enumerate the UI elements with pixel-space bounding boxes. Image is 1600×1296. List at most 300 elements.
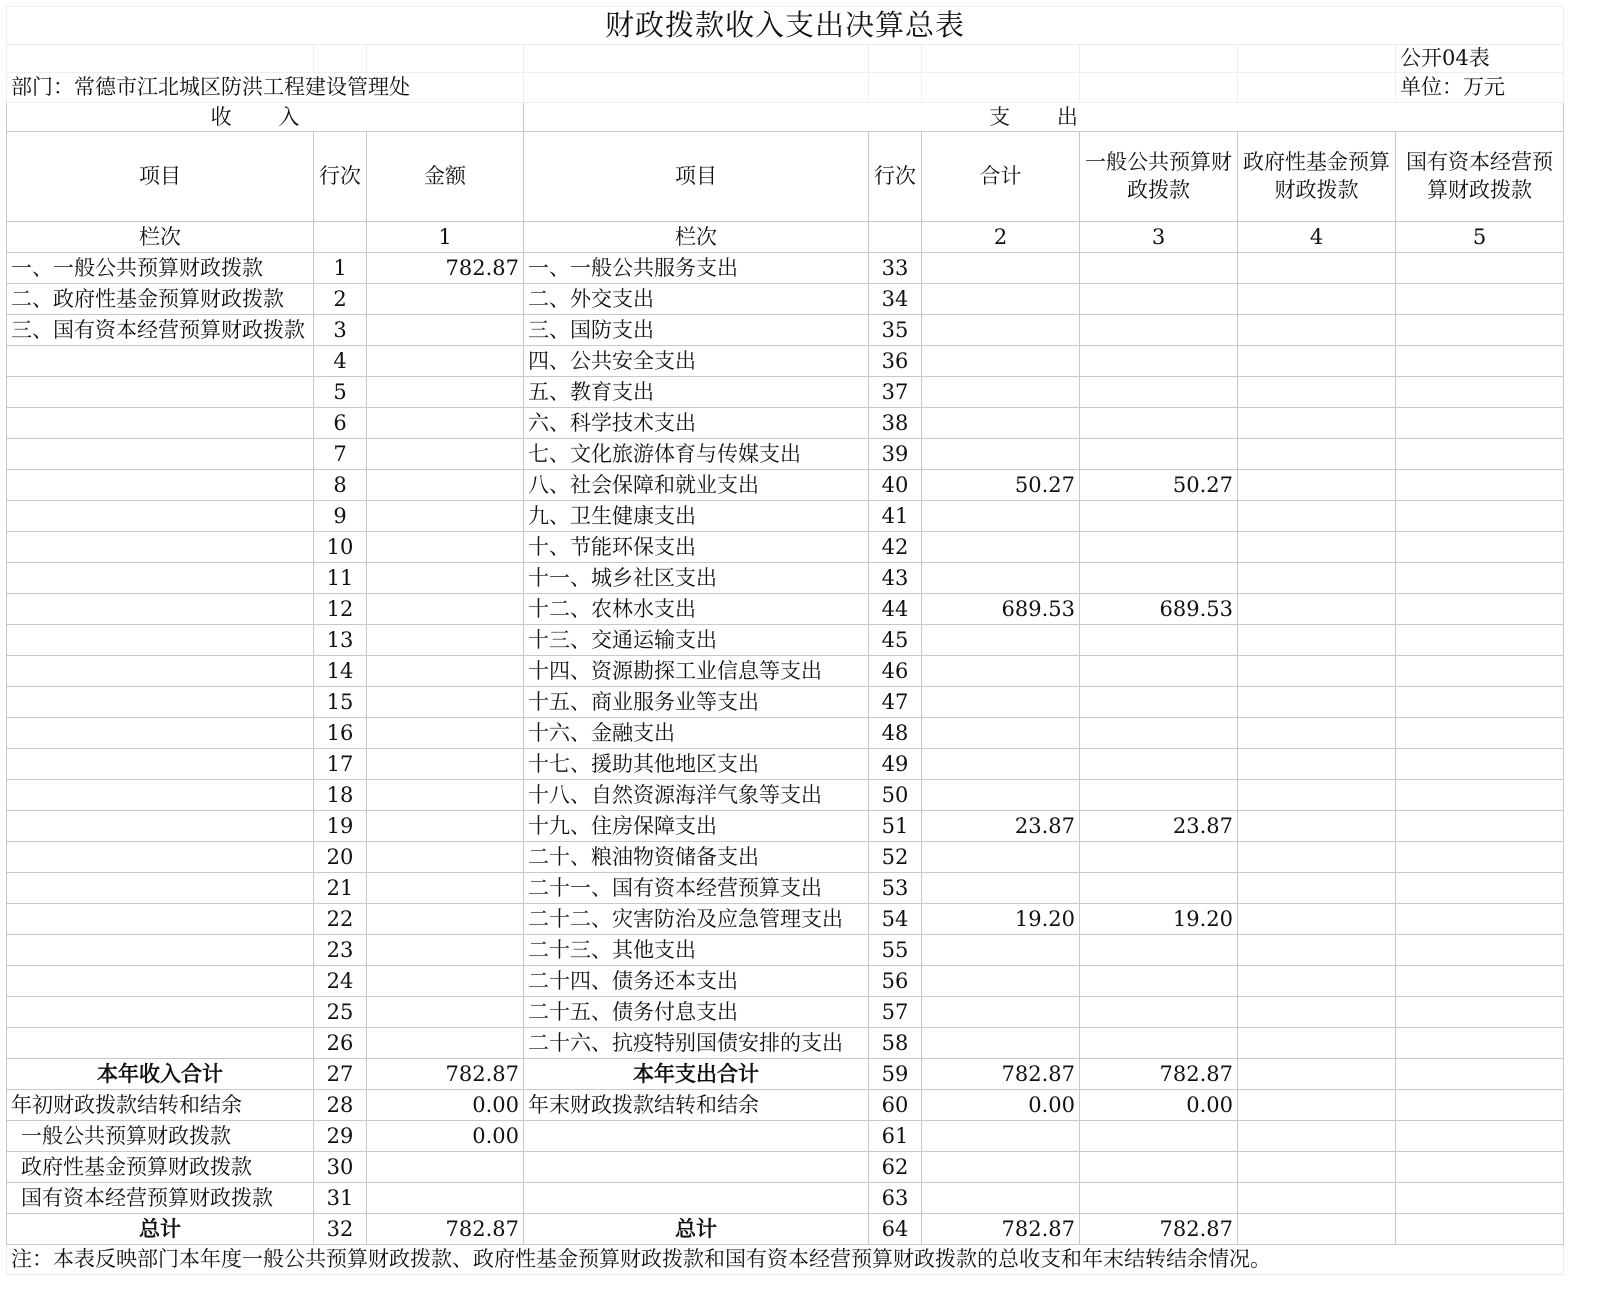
income-amount: [367, 284, 524, 315]
general-budget-cell: [1080, 315, 1238, 346]
general-budget-cell: 689.53: [1080, 594, 1238, 625]
general-budget-cell: [1080, 873, 1238, 904]
expense-total-cell: [922, 718, 1080, 749]
expense-item: 二十四、债务还本支出: [524, 966, 869, 997]
expense-total-general: 782.87: [1080, 1059, 1238, 1090]
fund-budget-cell: [1238, 997, 1396, 1028]
state-capital-cell: [1396, 346, 1564, 377]
state-capital-cell: [1396, 842, 1564, 873]
income-amount: [367, 594, 524, 625]
carry-in-state-label: 国有资本经营预算财政拨款: [7, 1183, 314, 1214]
expense-total-cell: [922, 563, 1080, 594]
expense-total-cell: [922, 501, 1080, 532]
income-amount: [367, 780, 524, 811]
table-row: [7, 935, 1564, 966]
expense-total-cell: [922, 935, 1080, 966]
income-amount: [367, 904, 524, 935]
row-number: 21: [314, 873, 367, 904]
grand-expense-general: 782.87: [1080, 1214, 1238, 1245]
general-budget-cell: [1080, 563, 1238, 594]
column-index-label: 栏次: [7, 222, 314, 253]
income-item: [7, 904, 314, 935]
grand-income-amount: 782.87: [367, 1214, 524, 1245]
state-capital-cell: [1396, 594, 1564, 625]
row-number: 16: [314, 718, 367, 749]
row-number: 40: [869, 470, 922, 501]
income-item: 二、政府性基金预算财政拨款: [7, 284, 314, 315]
fund-budget-cell: [1238, 253, 1396, 284]
row-number: 1: [314, 253, 367, 284]
row-number: 55: [869, 935, 922, 966]
general-budget-cell: [1080, 687, 1238, 718]
expense-item: 十五、商业服务业等支出: [524, 687, 869, 718]
row-number: 13: [314, 625, 367, 656]
fund-budget-cell: [1238, 532, 1396, 563]
expense-total-cell: [922, 315, 1080, 346]
expense-item: 七、文化旅游体育与传媒支出: [524, 439, 869, 470]
state-capital-cell: [1396, 532, 1564, 563]
expense-item: 八、社会保障和就业支出: [524, 470, 869, 501]
income-amount: [367, 997, 524, 1028]
state-capital-cell: [1396, 811, 1564, 842]
expense-total-cell: 19.20: [922, 904, 1080, 935]
row-number: 14: [314, 656, 367, 687]
state-capital-header: 国有资本经营预算财政拨款: [1396, 132, 1564, 222]
row-number: 2: [314, 284, 367, 315]
column-index-label: 栏次: [524, 222, 869, 253]
income-item: [7, 594, 314, 625]
expense-total-cell: [922, 656, 1080, 687]
row-number: 11: [314, 563, 367, 594]
row-number: 34: [869, 284, 922, 315]
income-amount: [367, 532, 524, 563]
income-item: 一、一般公共预算财政拨款: [7, 253, 314, 284]
income-item: [7, 1028, 314, 1059]
income-amount: [367, 470, 524, 501]
income-amount: [367, 966, 524, 997]
expense-total-cell: [922, 780, 1080, 811]
row-number: 61: [869, 1121, 922, 1152]
table-row: [7, 966, 1564, 997]
grand-expense-label: 总计: [524, 1214, 869, 1245]
column-index-5: 5: [1396, 222, 1564, 253]
expense-total-cell: [922, 377, 1080, 408]
fund-budget-cell: [1238, 377, 1396, 408]
carry-in-fund-label: 政府性基金预算财政拨款: [7, 1152, 314, 1183]
table-row: [7, 749, 1564, 780]
income-item: [7, 501, 314, 532]
expense-item-header: 项目: [524, 132, 869, 222]
income-amount: [367, 718, 524, 749]
general-budget-cell: [1080, 842, 1238, 873]
income-total-amount: 782.87: [367, 1059, 524, 1090]
expense-total-cell: [922, 439, 1080, 470]
general-budget-cell: [1080, 625, 1238, 656]
expense-total-amount: 782.87: [922, 1059, 1080, 1090]
general-budget-cell: [1080, 656, 1238, 687]
expense-total-cell: [922, 532, 1080, 563]
general-budget-cell: [1080, 997, 1238, 1028]
footnote: 注：本表反映部门本年度一般公共预算财政拨款、政府性基金预算财政拨款和国有资本经营预算财政拨款的总收支和年末结转结余情况。: [7, 1245, 1564, 1275]
general-budget-cell: [1080, 935, 1238, 966]
general-budget-cell: [1080, 501, 1238, 532]
income-item: [7, 656, 314, 687]
table-row: [7, 811, 1564, 842]
general-budget-cell: [1080, 253, 1238, 284]
fund-budget-cell: [1238, 749, 1396, 780]
fund-budget-cell: [1238, 904, 1396, 935]
row-number: 60: [869, 1090, 922, 1121]
row-number: 32: [314, 1214, 367, 1245]
row-number: 19: [314, 811, 367, 842]
row-number: 37: [869, 377, 922, 408]
carry-out-general: 0.00: [1080, 1090, 1238, 1121]
expense-total-cell: [922, 346, 1080, 377]
expense-item: 十七、援助其他地区支出: [524, 749, 869, 780]
row-number: 27: [314, 1059, 367, 1090]
income-row-header: 行次: [314, 132, 367, 222]
table-row: [7, 439, 1564, 470]
row-number: 22: [314, 904, 367, 935]
table-row: [7, 687, 1564, 718]
income-item: [7, 625, 314, 656]
fund-budget-header: 政府性基金预算财政拨款: [1238, 132, 1396, 222]
general-budget-cell: [1080, 346, 1238, 377]
general-budget-cell: [1080, 780, 1238, 811]
income-item: [7, 873, 314, 904]
expense-item: 十、节能环保支出: [524, 532, 869, 563]
state-capital-cell: [1396, 966, 1564, 997]
expense-total-cell: [922, 253, 1080, 284]
income-item: [7, 749, 314, 780]
income-section-header: 收 入: [7, 103, 524, 132]
table-row: [7, 873, 1564, 904]
income-amount: [367, 687, 524, 718]
table-row: [7, 594, 1564, 625]
income-amount: [367, 842, 524, 873]
expense-item: 十三、交通运输支出: [524, 625, 869, 656]
expense-item: 十六、金融支出: [524, 718, 869, 749]
income-item: [7, 532, 314, 563]
row-number: 3: [314, 315, 367, 346]
fund-budget-cell: [1238, 594, 1396, 625]
row-number: 20: [314, 842, 367, 873]
row-number: 42: [869, 532, 922, 563]
general-budget-cell: [1080, 966, 1238, 997]
expense-item: 一、一般公共服务支出: [524, 253, 869, 284]
row-number: 53: [869, 873, 922, 904]
general-budget-cell: 50.27: [1080, 470, 1238, 501]
income-item: [7, 563, 314, 594]
fund-budget-cell: [1238, 315, 1396, 346]
expense-total-cell: [922, 625, 1080, 656]
expense-total-label: 本年支出合计: [524, 1059, 869, 1090]
column-index-3: 3: [1080, 222, 1238, 253]
fund-budget-cell: [1238, 718, 1396, 749]
income-item: [7, 439, 314, 470]
row-number: 31: [314, 1183, 367, 1214]
row-number: 25: [314, 997, 367, 1028]
income-amount: [367, 377, 524, 408]
income-amount: [367, 935, 524, 966]
expense-total-cell: [922, 997, 1080, 1028]
state-capital-cell: [1396, 656, 1564, 687]
table-row: [7, 625, 1564, 656]
row-number: 41: [869, 501, 922, 532]
income-item: [7, 935, 314, 966]
row-number: 29: [314, 1121, 367, 1152]
expense-item: 十九、住房保障支出: [524, 811, 869, 842]
row-number: 49: [869, 749, 922, 780]
income-item: [7, 997, 314, 1028]
expense-total-cell: [922, 842, 1080, 873]
row-number: 63: [869, 1183, 922, 1214]
row-number: 59: [869, 1059, 922, 1090]
row-number: 51: [869, 811, 922, 842]
income-amount: [367, 315, 524, 346]
row-number: 23: [314, 935, 367, 966]
expense-item: 五、教育支出: [524, 377, 869, 408]
row-number: 7: [314, 439, 367, 470]
unit-label: 单位：万元: [1396, 73, 1564, 103]
expense-total-cell: 23.87: [922, 811, 1080, 842]
state-capital-cell: [1396, 439, 1564, 470]
column-index-2: 2: [922, 222, 1080, 253]
row-number: 43: [869, 563, 922, 594]
expense-item: 三、国防支出: [524, 315, 869, 346]
table-row: [7, 780, 1564, 811]
row-number: 48: [869, 718, 922, 749]
state-capital-cell: [1396, 284, 1564, 315]
fund-budget-cell: [1238, 563, 1396, 594]
income-item: [7, 780, 314, 811]
expense-total-cell: [922, 749, 1080, 780]
table-row: [7, 315, 1564, 346]
income-total-label: 本年收入合计: [7, 1059, 314, 1090]
income-amount: [367, 346, 524, 377]
general-budget-cell: [1080, 377, 1238, 408]
row-number: 47: [869, 687, 922, 718]
expense-total-cell: [922, 1028, 1080, 1059]
table-row: [7, 718, 1564, 749]
income-item: [7, 408, 314, 439]
table-row: [7, 532, 1564, 563]
row-number: 45: [869, 625, 922, 656]
expense-item: 二十六、抗疫特别国债安排的支出: [524, 1028, 869, 1059]
fund-budget-cell: [1238, 625, 1396, 656]
state-capital-cell: [1396, 780, 1564, 811]
state-capital-cell: [1396, 253, 1564, 284]
expense-total-cell: [922, 873, 1080, 904]
general-budget-cell: [1080, 1028, 1238, 1059]
department-label: 部门：常德市江北城区防洪工程建设管理处: [7, 73, 524, 103]
expense-item: 十八、自然资源海洋气象等支出: [524, 780, 869, 811]
expense-item: 十二、农林水支出: [524, 594, 869, 625]
expense-total-cell: [922, 687, 1080, 718]
row-number: 39: [869, 439, 922, 470]
row-number: 54: [869, 904, 922, 935]
expense-item: 四、公共安全支出: [524, 346, 869, 377]
income-amount: [367, 563, 524, 594]
state-capital-cell: [1396, 625, 1564, 656]
income-item: [7, 718, 314, 749]
income-amount: [367, 625, 524, 656]
income-item: 三、国有资本经营预算财政拨款: [7, 315, 314, 346]
fund-budget-cell: [1238, 935, 1396, 966]
row-number: 30: [314, 1152, 367, 1183]
row-number: 52: [869, 842, 922, 873]
general-budget-cell: 19.20: [1080, 904, 1238, 935]
expense-total-cell: [922, 966, 1080, 997]
table-row: [7, 997, 1564, 1028]
row-number: 56: [869, 966, 922, 997]
table-row: [7, 656, 1564, 687]
income-amount: [367, 656, 524, 687]
column-index-1: 1: [367, 222, 524, 253]
income-item: [7, 470, 314, 501]
general-budget-cell: [1080, 718, 1238, 749]
expense-section-header: 支 出: [524, 103, 1564, 132]
general-budget-header: 一般公共预算财政拨款: [1080, 132, 1238, 222]
table-row: [7, 408, 1564, 439]
row-number: 15: [314, 687, 367, 718]
form-number: 公开04表: [1396, 45, 1564, 73]
row-number: 5: [314, 377, 367, 408]
row-number: 10: [314, 532, 367, 563]
fund-budget-cell: [1238, 780, 1396, 811]
general-budget-cell: [1080, 408, 1238, 439]
row-number: 35: [869, 315, 922, 346]
general-budget-cell: [1080, 532, 1238, 563]
carry-out-label: 年末财政拨款结转和结余: [524, 1090, 869, 1121]
income-amount-header: 金额: [367, 132, 524, 222]
row-number: 46: [869, 656, 922, 687]
expense-total-cell: 50.27: [922, 470, 1080, 501]
table-row: [7, 1028, 1564, 1059]
fund-budget-cell: [1238, 408, 1396, 439]
table-row: [7, 904, 1564, 935]
state-capital-cell: [1396, 408, 1564, 439]
fund-budget-cell: [1238, 470, 1396, 501]
row-number: 38: [869, 408, 922, 439]
row-number: 64: [869, 1214, 922, 1245]
general-budget-cell: [1080, 749, 1238, 780]
row-number: 6: [314, 408, 367, 439]
row-number: 18: [314, 780, 367, 811]
state-capital-cell: [1396, 315, 1564, 346]
row-number: 28: [314, 1090, 367, 1121]
expense-total-cell: [922, 408, 1080, 439]
expense-item: 十四、资源勘探工业信息等支出: [524, 656, 869, 687]
table-row: [7, 253, 1564, 284]
expense-item: 十一、城乡社区支出: [524, 563, 869, 594]
income-amount: 782.87: [367, 253, 524, 284]
state-capital-cell: [1396, 470, 1564, 501]
state-capital-cell: [1396, 501, 1564, 532]
state-capital-cell: [1396, 997, 1564, 1028]
row-number: 4: [314, 346, 367, 377]
fund-budget-cell: [1238, 842, 1396, 873]
row-number: 17: [314, 749, 367, 780]
table-row: [7, 470, 1564, 501]
state-capital-cell: [1396, 1028, 1564, 1059]
table-row: [7, 377, 1564, 408]
expense-item: 九、卫生健康支出: [524, 501, 869, 532]
row-number: 12: [314, 594, 367, 625]
table-row: [7, 842, 1564, 873]
income-item: [7, 687, 314, 718]
fund-budget-cell: [1238, 687, 1396, 718]
state-capital-cell: [1396, 563, 1564, 594]
income-item: [7, 811, 314, 842]
fund-budget-cell: [1238, 1028, 1396, 1059]
carry-in-general-amount: 0.00: [367, 1121, 524, 1152]
income-amount: [367, 408, 524, 439]
income-amount: [367, 501, 524, 532]
general-budget-cell: 23.87: [1080, 811, 1238, 842]
state-capital-cell: [1396, 904, 1564, 935]
expense-item: 二十一、国有资本经营预算支出: [524, 873, 869, 904]
carry-in-general-label: 一般公共预算财政拨款: [7, 1121, 314, 1152]
expense-total-cell: 689.53: [922, 594, 1080, 625]
budget-table: [6, 6, 1564, 1275]
income-amount: [367, 873, 524, 904]
expense-item: 二十五、债务付息支出: [524, 997, 869, 1028]
fund-budget-cell: [1238, 346, 1396, 377]
state-capital-cell: [1396, 935, 1564, 966]
state-capital-cell: [1396, 873, 1564, 904]
expense-item: 二十三、其他支出: [524, 935, 869, 966]
column-index-4: 4: [1238, 222, 1396, 253]
table-row: [7, 563, 1564, 594]
expense-item: 二十二、灾害防治及应急管理支出: [524, 904, 869, 935]
fund-budget-cell: [1238, 656, 1396, 687]
income-item-header: 项目: [7, 132, 314, 222]
row-number: 50: [869, 780, 922, 811]
row-number: 36: [869, 346, 922, 377]
fund-budget-cell: [1238, 873, 1396, 904]
state-capital-cell: [1396, 718, 1564, 749]
table-row: [7, 284, 1564, 315]
fund-budget-cell: [1238, 284, 1396, 315]
income-item: [7, 346, 314, 377]
grand-income-label: 总计: [7, 1214, 314, 1245]
fund-budget-cell: [1238, 439, 1396, 470]
income-amount: [367, 811, 524, 842]
row-number: 33: [869, 253, 922, 284]
fund-budget-cell: [1238, 811, 1396, 842]
general-budget-cell: [1080, 439, 1238, 470]
grand-expense-total: 782.87: [922, 1214, 1080, 1245]
expense-item: 六、科学技术支出: [524, 408, 869, 439]
expense-row-header: 行次: [869, 132, 922, 222]
carry-in-amount: 0.00: [367, 1090, 524, 1121]
state-capital-cell: [1396, 377, 1564, 408]
table-row: [7, 346, 1564, 377]
expense-item: 二十、粮油物资储备支出: [524, 842, 869, 873]
income-item: [7, 377, 314, 408]
row-number: 9: [314, 501, 367, 532]
carry-out-total: 0.00: [922, 1090, 1080, 1121]
carry-in-label: 年初财政拨款结转和结余: [7, 1090, 314, 1121]
row-number: 57: [869, 997, 922, 1028]
income-amount: [367, 1028, 524, 1059]
row-number: 26: [314, 1028, 367, 1059]
income-item: [7, 966, 314, 997]
row-number: 24: [314, 966, 367, 997]
income-item: [7, 842, 314, 873]
row-number: 8: [314, 470, 367, 501]
